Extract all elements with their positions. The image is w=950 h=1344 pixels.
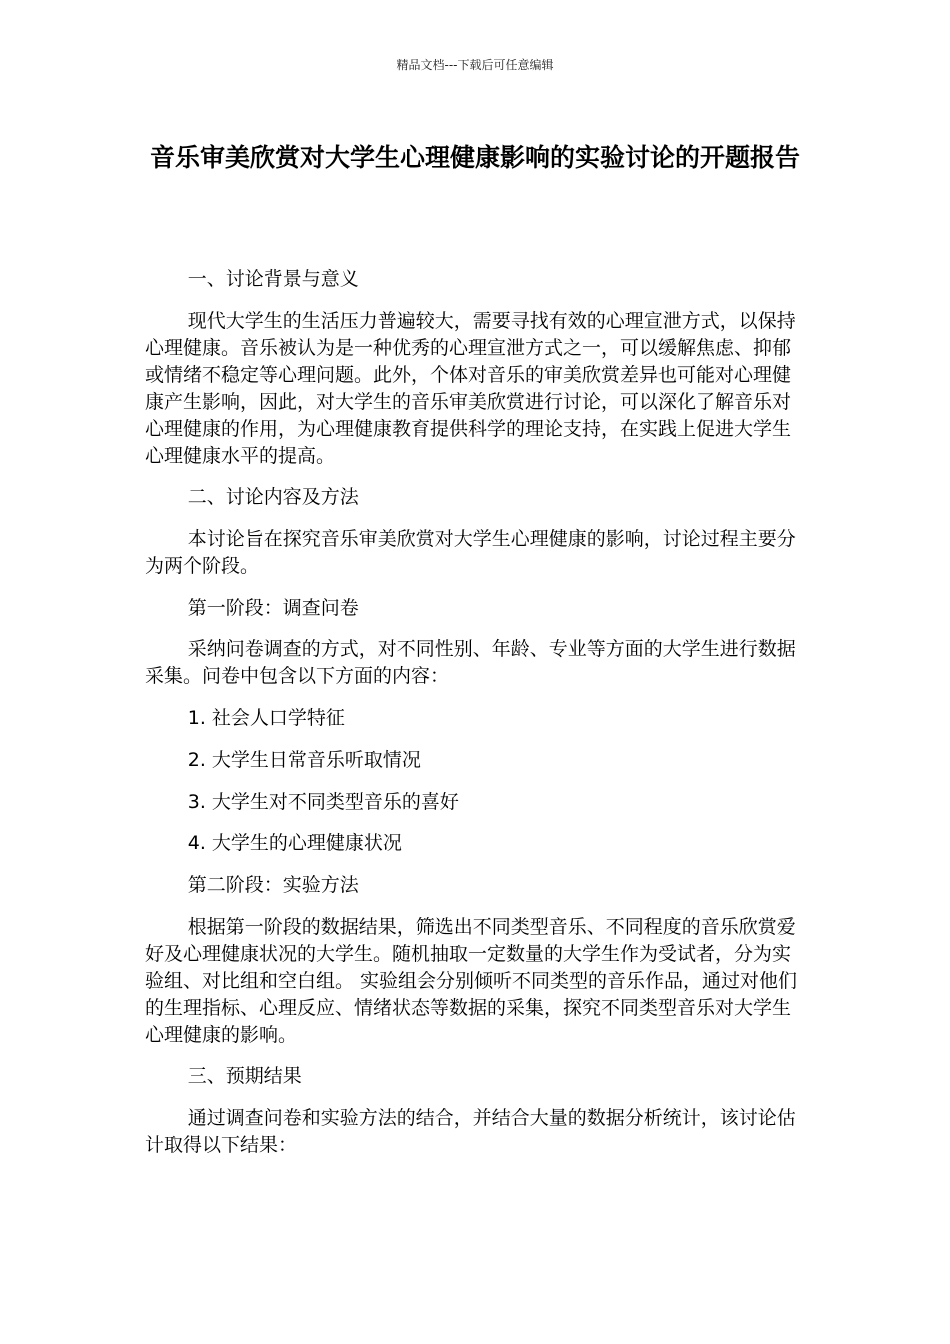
paragraph-background: 现代大学生的生活压力普遍较大，需要寻找有效的心理宣泄方式，以保持心理健康。音乐被认为是一种优秀的心理宣泄方式之一，可以缓解焦虑、抑郁或情绪不稳定等心理问题。此外，个体对音乐的审美欣赏差异也可能对心理健康产生影响，因此，对大学生的音乐审美欣赏进行讨论，可以深化了解音乐对心理健康的作用，为心理健康教育提供科学的理论支持，在实践上促进大学生心理健康水平的提高。 <box>145 309 796 467</box>
paragraph-experiment: 根据第一阶段的数据结果，筛选出不同类型音乐、不同程度的音乐欣赏爱好及心理健康状况的大学生。随机抽取一定数量的大学生作为受试者，分为实验组、对比组和空白组。 实验组会分别倾听不同类型的音乐作品，通过对他们的生理指标、心理反应、情绪状态等数据的采集，探究不同类型音乐对大学生心理健康的影响。 <box>145 915 798 1046</box>
stage-two-heading: 第二阶段：实验方法 <box>187 873 359 896</box>
page-header-note: 精品文档---下载后可任意编辑 <box>396 58 554 72</box>
section-heading-content-methods: 二、讨论内容及方法 <box>187 486 359 509</box>
list-item: 3. 大学生对不同类型音乐的喜好 <box>187 790 459 813</box>
document-body <box>145 266 800 1174</box>
document-title: 音乐审美欣赏对大学生心理健康影响的实验讨论的开题报告 <box>149 143 800 172</box>
paragraph-questionnaire: 采纳问卷调查的方式，对不同性别、年龄、专业等方面的大学生进行数据采集。问卷中包含以下方面的内容： <box>145 638 796 688</box>
paragraph-expected-results: 通过调查问卷和实验方法的结合，并结合大量的数据分析统计，该讨论估计取得以下结果： <box>145 1106 796 1156</box>
list-item: 2. 大学生日常音乐听取情况 <box>187 748 421 771</box>
list-item: 1. 社会人口学特征 <box>187 707 345 730</box>
list-item: 4. 大学生的心理健康状况 <box>187 832 402 855</box>
section-heading-background: 一、讨论背景与意义 <box>187 268 359 290</box>
section-heading-expected-results: 三、预期结果 <box>187 1065 302 1088</box>
stage-one-heading: 第一阶段：调查问卷 <box>187 596 359 619</box>
paragraph-study-overview: 本讨论旨在探究音乐审美欣赏对大学生心理健康的影响，讨论过程主要分为两个阶段。 <box>145 528 796 578</box>
